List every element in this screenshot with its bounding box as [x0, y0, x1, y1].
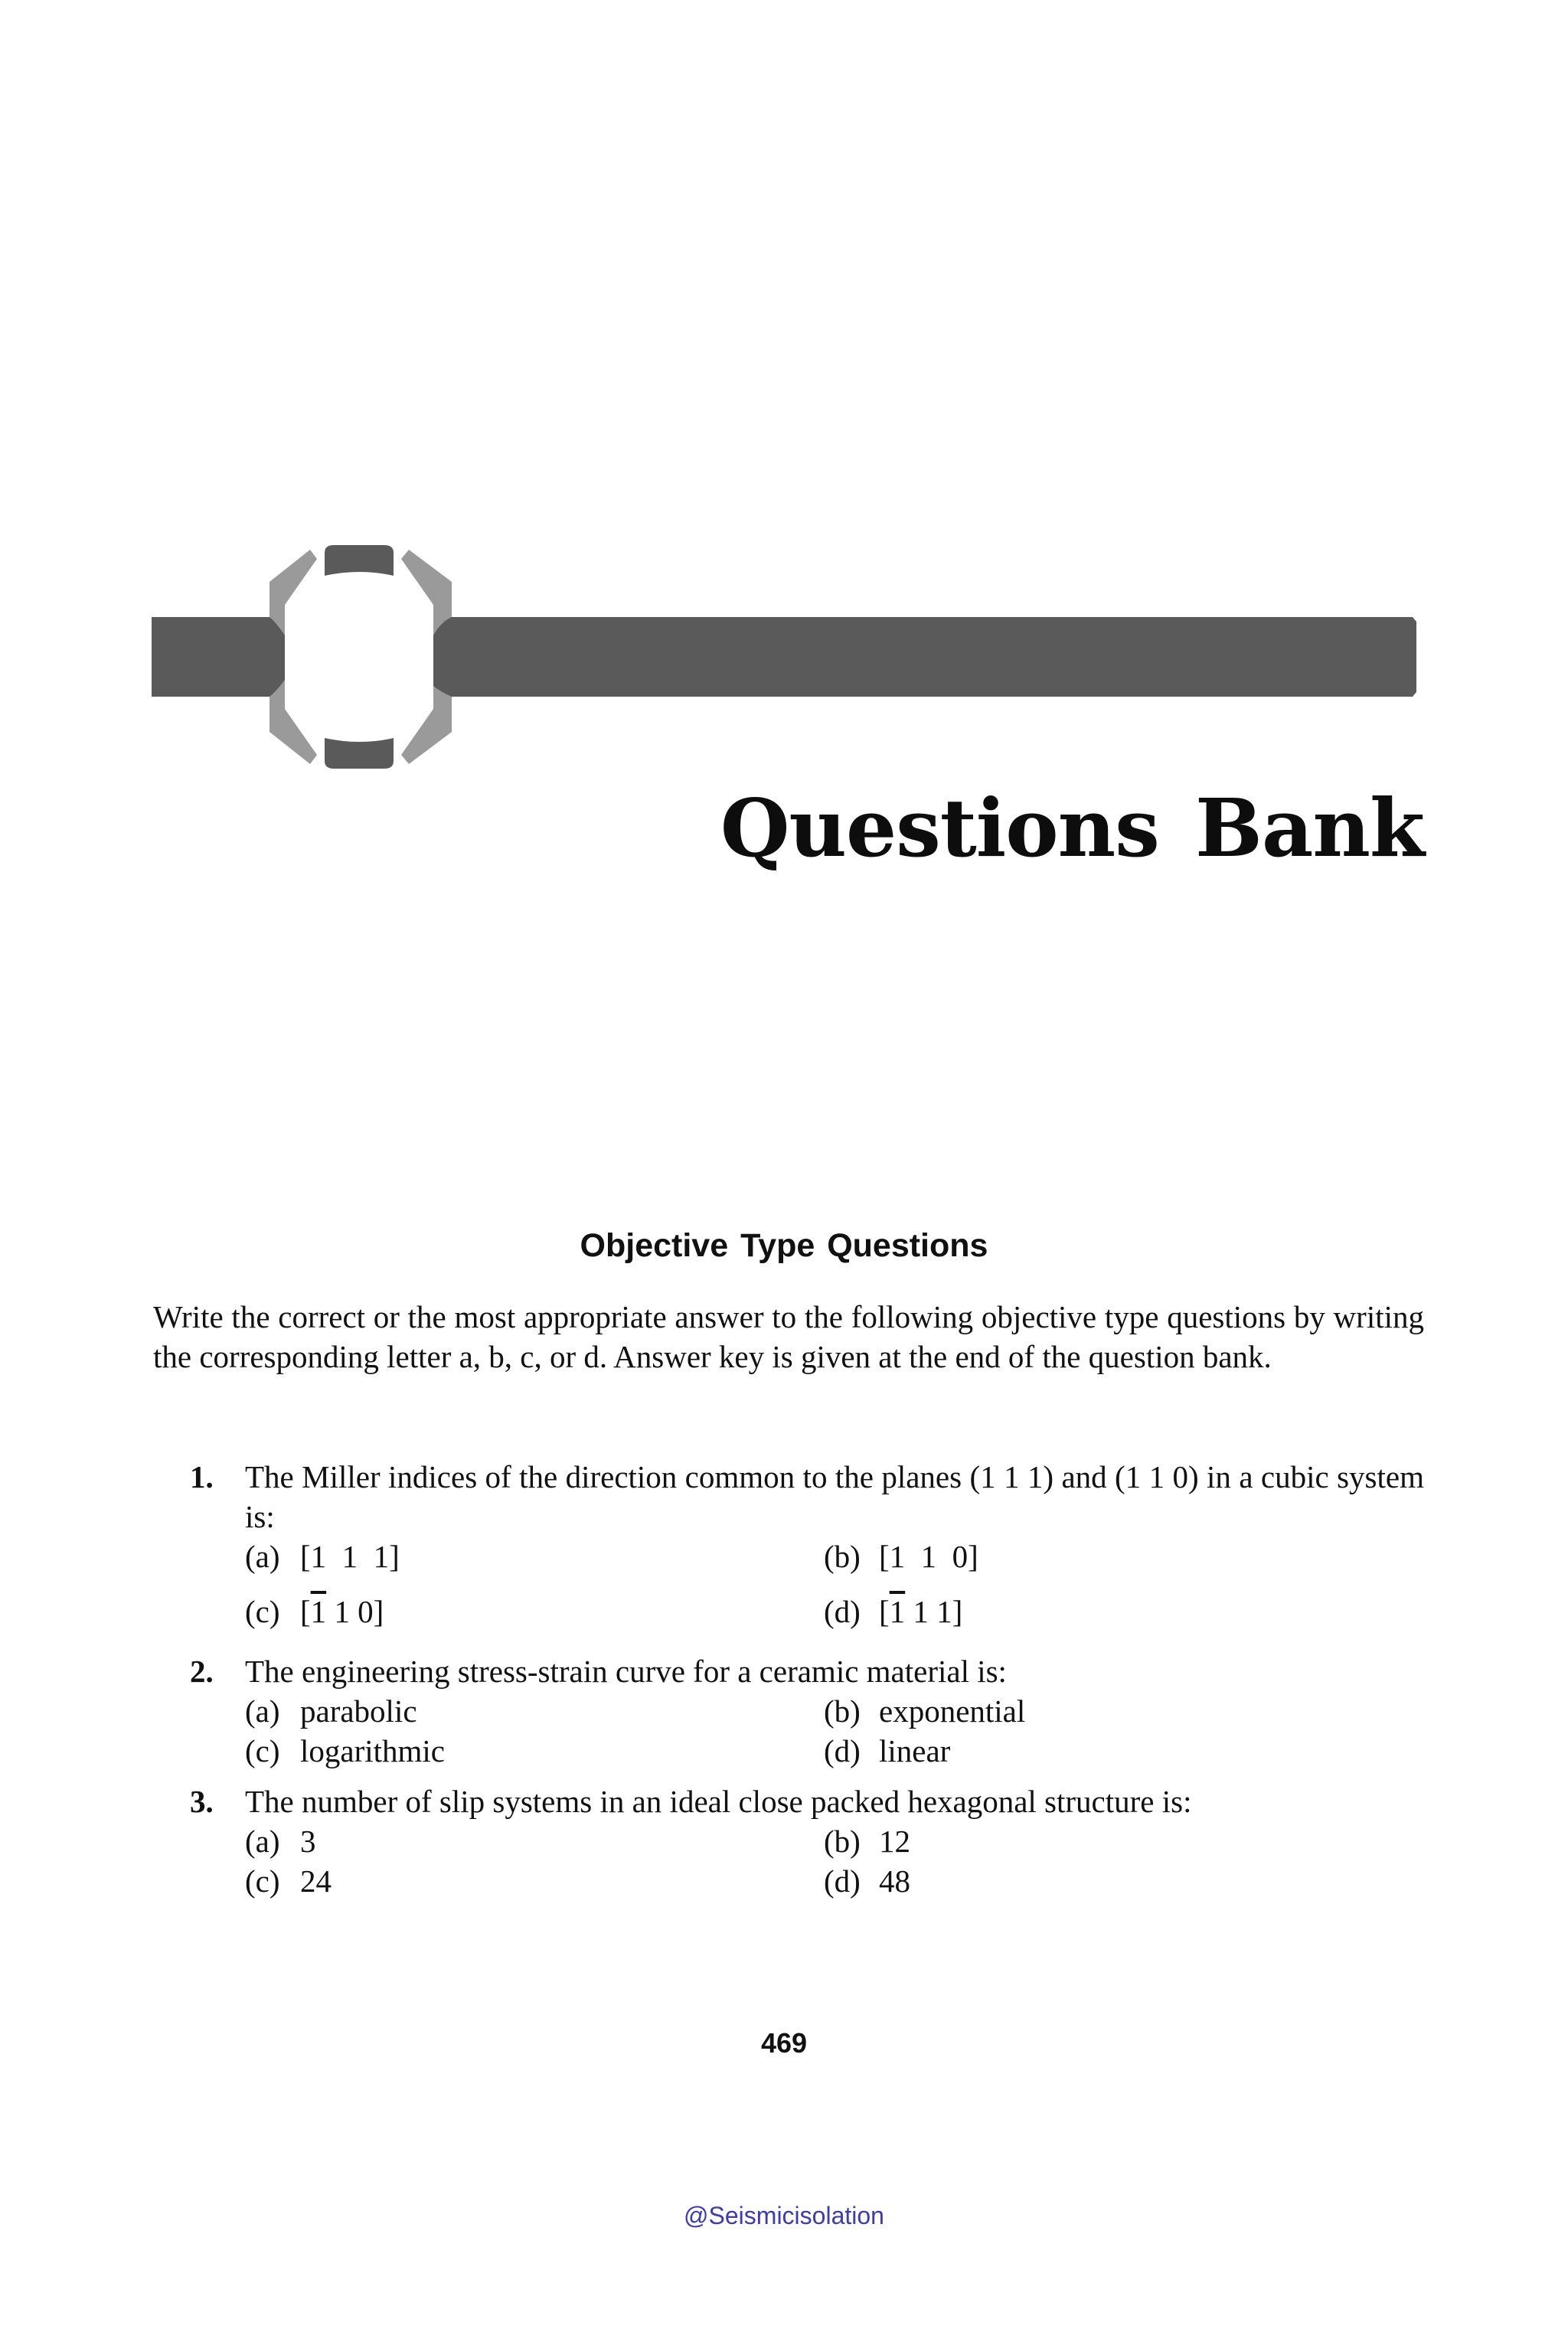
- option-text-pre: [: [879, 1594, 890, 1629]
- option-grid: [245, 1537, 1424, 1647]
- option-d: [824, 1861, 1424, 1901]
- question-text: The engineering stress-strain curve for a ceramic material is:: [245, 1654, 1007, 1689]
- option-grid: [245, 1691, 1424, 1771]
- option-letter: (c): [245, 1733, 280, 1768]
- option-letter: (b): [824, 1824, 861, 1859]
- option-text: [1 1 0]: [879, 1539, 978, 1574]
- question-text: The Miller indices of the direction common to the planes (1 1 1) and (1 1 0) in a cubic system is:: [245, 1459, 1424, 1534]
- option-text-bar: 1: [889, 1594, 906, 1629]
- option-d: [824, 1731, 1424, 1771]
- ring-top-pill: [325, 545, 394, 576]
- question-1: [153, 1457, 1424, 1647]
- option-letter: (d): [824, 1863, 861, 1899]
- option-text: linear: [879, 1733, 951, 1768]
- ring-bottom-pill: [325, 738, 394, 769]
- option-b: [824, 1821, 1424, 1861]
- option-b: [824, 1537, 1424, 1576]
- option-text: 48: [879, 1863, 910, 1899]
- option-c: [245, 1731, 824, 1771]
- option-text: [1 1 1]: [300, 1539, 400, 1574]
- option-d: [824, 1592, 1424, 1631]
- instructions-paragraph: Write the correct or the most appropriate answer to the following objective type questions by writing the corresponding letter a, b, c, or d. Answer key is given at the end of the question bank.: [153, 1299, 1424, 1374]
- option-letter: (a): [245, 1539, 280, 1574]
- option-letter: (c): [245, 1863, 280, 1899]
- page-number: 469: [760, 2027, 808, 2059]
- chapter-title: Questions Bank: [720, 781, 1424, 875]
- option-a: [245, 1691, 824, 1731]
- option-letter: (d): [824, 1733, 861, 1768]
- question-number: 3.: [190, 1784, 214, 1819]
- option-text-post: 1 1]: [905, 1594, 963, 1629]
- option-b: [824, 1691, 1424, 1731]
- question-text: The number of slip systems in an ideal close packed hexagonal structure is:: [245, 1784, 1192, 1819]
- option-text: 12: [879, 1824, 910, 1859]
- question-number: 2.: [190, 1654, 214, 1689]
- question-list: [153, 1457, 1424, 1912]
- section-heading: Objective Type Questions: [580, 1227, 988, 1264]
- option-c: [245, 1592, 824, 1631]
- ring-segments: [270, 550, 452, 764]
- option-text: exponential: [879, 1693, 1026, 1729]
- option-text: parabolic: [300, 1693, 417, 1729]
- option-text: logarithmic: [300, 1733, 446, 1768]
- option-c: [245, 1861, 824, 1901]
- option-letter: (b): [824, 1693, 861, 1729]
- option-text-post: 1 0]: [326, 1594, 384, 1629]
- banner-bar-left: [152, 617, 285, 697]
- watermark: @Seismicisolation: [684, 2202, 884, 2229]
- option-a: [245, 1821, 824, 1861]
- banner-bar-right: [433, 617, 1416, 697]
- option-text-bar: 1: [310, 1594, 327, 1629]
- option-text-pre: [: [300, 1594, 311, 1629]
- option-a: [245, 1537, 824, 1576]
- option-letter: (a): [245, 1693, 280, 1729]
- chapter-banner-emblem: [0, 0, 1568, 842]
- option-letter: (a): [245, 1824, 280, 1859]
- option-letter: (d): [824, 1594, 861, 1629]
- option-letter: (b): [824, 1539, 861, 1574]
- option-grid: [245, 1821, 1424, 1901]
- option-text: 3: [300, 1824, 316, 1859]
- question-2: [153, 1651, 1424, 1771]
- option-text: 24: [300, 1863, 332, 1899]
- question-3: [153, 1781, 1424, 1901]
- question-number: 1.: [190, 1459, 214, 1494]
- option-letter: (c): [245, 1594, 280, 1629]
